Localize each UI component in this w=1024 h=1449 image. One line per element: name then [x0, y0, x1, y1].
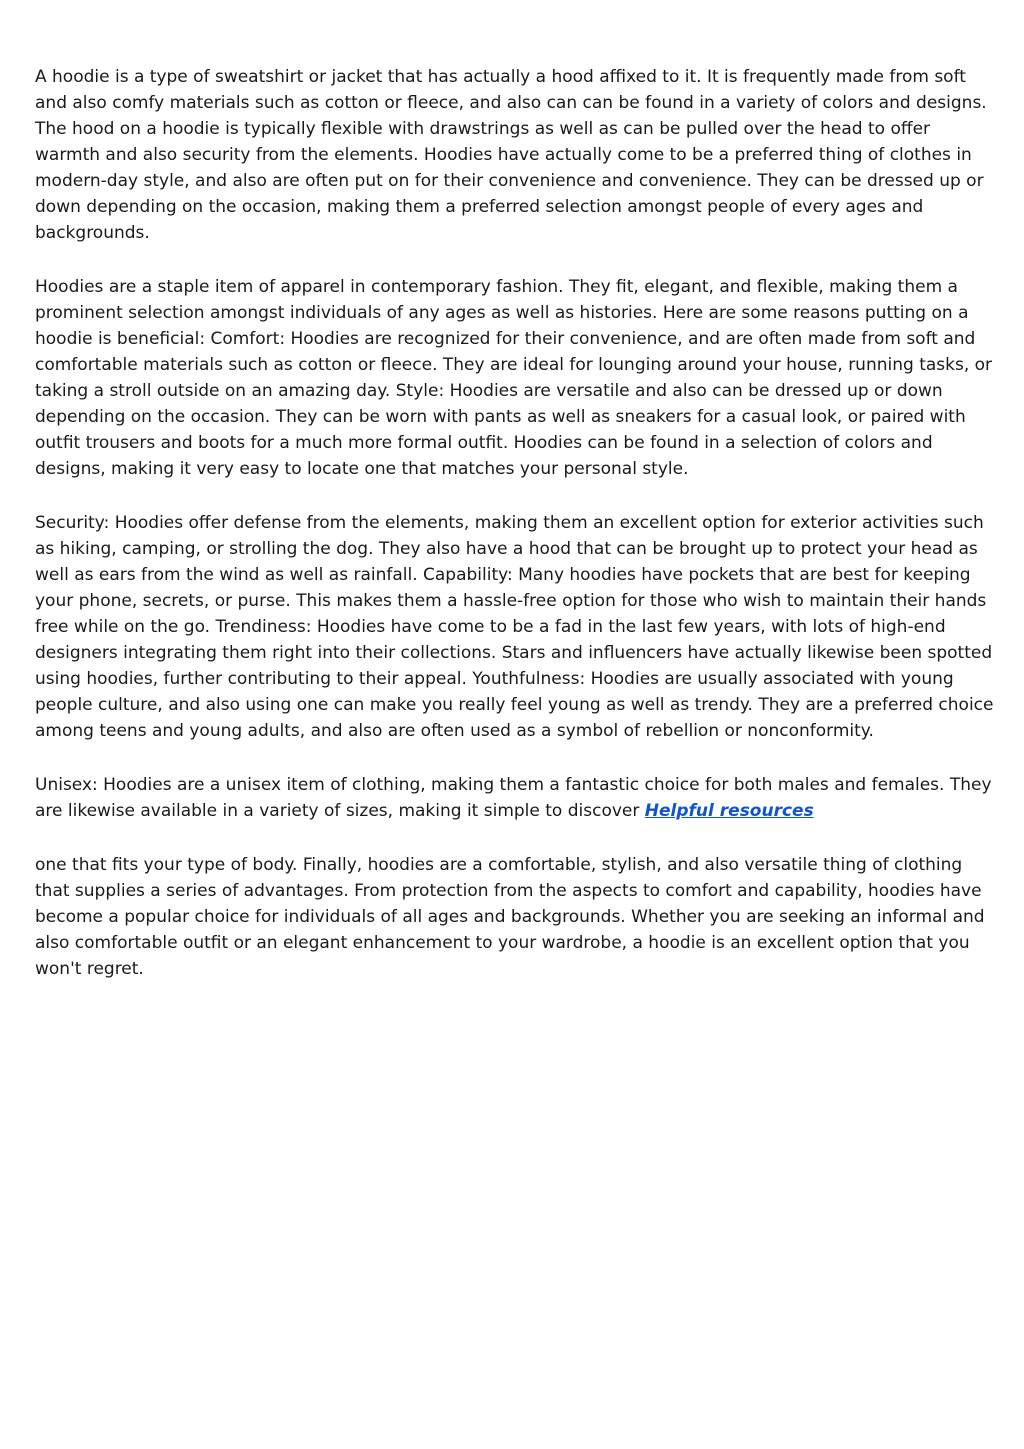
paragraph-intro: A hoodie is a type of sweatshirt or jacket that has actually a hood affixed to it. It is frequently made from soft and also comfy materials such as cotton or fleece, and also can can be found in a variety of colors and designs. The hood on a hoodie is typically flexible with drawstrings as well as can be pulled over the head to offer warmth and also security from the elements. Hoodies have actually come to be a preferred thing of clothes in modern-day style, and also are often put on for their convenience and convenience. They can be dressed up or down depending on the occasion, making them a preferred selection amongst people of every ages and backgrounds.	[35, 67, 987, 243]
paragraph-unisex	[35, 772, 995, 824]
helpful-resources-link[interactable]: Helpful resources	[644, 801, 814, 821]
paragraph-security: Security: Hoodies offer defense from the elements, making them an excellent option for exterior activities such as hiking, camping, or strolling the dog. They also have a hood that can be brought up to protect your head as well as ears from the wind as well as rainfall. Capability: Many hoodies have pockets that are best for keeping your phone, secrets, or purse. This makes them a hassle-free option for those who wish to maintain their hands free while on the go. Trendiness: Hoodies have come to be a fad in the last few years, with lots of high-end designers integrating them right into their collections. Stars and influencers have actually likewise been spotted using hoodies, further contributing to their appeal. Youthfulness: Hoodies are usually associated with young people culture, and also using one can make you really feel young as well as trendy. They are a preferred choice among teens and young adults, and also are often used as a symbol of rebellion or nonconformity.	[35, 513, 994, 741]
paragraph-unisex-text: Unisex: Hoodies are a unisex item of clothing, making them a fantastic choice for both males and females. They are likewise available in a variety of sizes, making it simple to discover	[35, 775, 992, 821]
paragraph-benefits: Hoodies are a staple item of apparel in contemporary fashion. They fit, elegant, and flexible, making them a prominent selection amongst individuals of any ages as well as histories. Here are some reasons putting on a hoodie is beneficial: Comfort: Hoodies are recognized for their convenience, and are often made from soft and comfortable materials such as cotton or fleece. They are ideal for lounging around your house, running tasks, or taking a stroll outside on an amazing day. Style: Hoodies are versatile and also can be dressed up or down depending on the occasion. They can be worn with pants as well as sneakers for a casual look, or paired with outfit trousers and boots for a much more formal outfit. Hoodies can be found in a selection of colors and designs, making it very easy to locate one that matches your personal style.	[35, 277, 993, 479]
paragraph-conclusion: one that fits your type of body. Finally, hoodies are a comfortable, stylish, and also versatile thing of clothing that supplies a series of advantages. From protection from the aspects to comfort and capability, hoodies have become a popular choice for individuals of all ages and backgrounds. Whether you are seeking an informal and also comfortable outfit or an elegant enhancement to your wardrobe, a hoodie is an excellent option that you won't regret.	[35, 855, 985, 979]
document-body	[35, 64, 995, 1010]
